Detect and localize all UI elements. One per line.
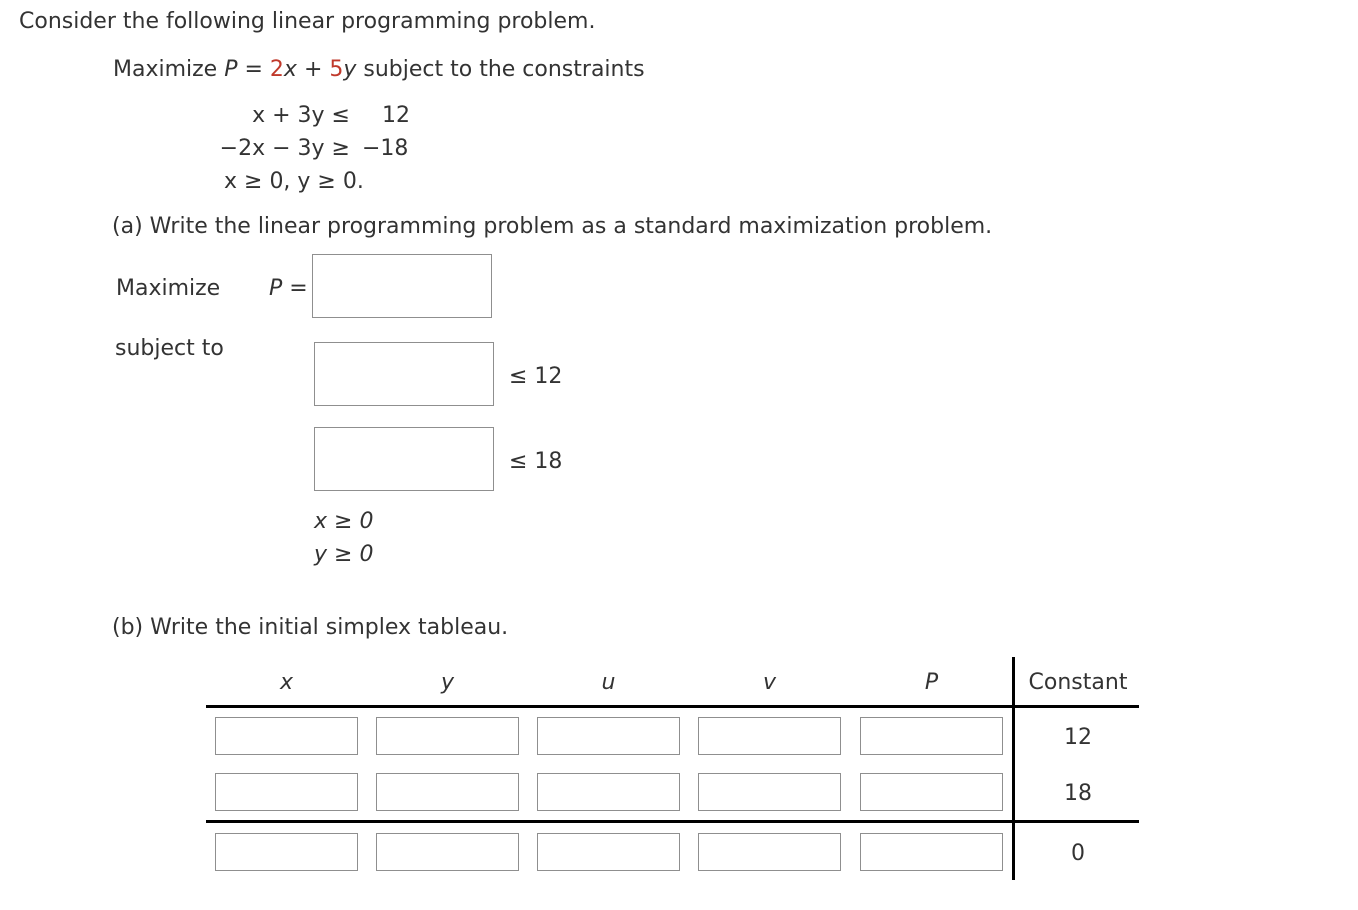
constraint-2-rhs: −18 xyxy=(362,136,409,161)
constraint-1-bound: ≤ 12 xyxy=(509,364,563,389)
constraint-2-bound: ≤ 18 xyxy=(509,449,563,474)
tableau-cell[interactable] xyxy=(698,773,841,811)
objective-coef-y: 5 xyxy=(329,57,344,82)
tableau-cell[interactable] xyxy=(860,833,1003,871)
tableau-header-p: P xyxy=(924,670,939,695)
tableau-cell[interactable] xyxy=(215,717,358,755)
tableau-constant-row-1: 12 xyxy=(1064,725,1092,750)
subject-to-label: subject to xyxy=(115,336,224,361)
nonneg-x: x ≥ 0 xyxy=(314,509,374,534)
objective-prefix: Maximize xyxy=(113,57,225,82)
constraint-1-input[interactable] xyxy=(314,342,494,406)
objective-statement xyxy=(113,59,645,81)
objective-var-x: x xyxy=(283,57,297,82)
tableau-cell[interactable] xyxy=(215,833,358,871)
tableau-cell[interactable] xyxy=(215,773,358,811)
objective-coef-x: 2 xyxy=(269,57,284,82)
tableau-header-u: u xyxy=(601,670,616,695)
tableau-constant-divider xyxy=(1012,657,1015,880)
tableau-cell[interactable] xyxy=(860,773,1003,811)
p-equals-label: P = xyxy=(269,276,308,301)
tableau-cell[interactable] xyxy=(698,717,841,755)
part-b-title: (b) Write the initial simplex tableau. xyxy=(112,615,509,640)
tableau-constant-row-3: 0 xyxy=(1071,841,1085,866)
nonneg-y: y ≥ 0 xyxy=(314,542,374,567)
tableau-header-rule xyxy=(206,705,1139,708)
tableau-header-constant: Constant xyxy=(1028,670,1128,695)
constraint-2-lhs: −2x − 3y ≥ xyxy=(219,136,350,161)
part-a-title: (a) Write the linear programming problem as a standard maximization problem. xyxy=(112,214,993,239)
maximize-label: Maximize xyxy=(116,276,221,301)
tableau-cell[interactable] xyxy=(860,717,1003,755)
constraint-nonnegativity: x ≥ 0, y ≥ 0. xyxy=(224,169,364,194)
problem-intro: Consider the following linear programming problem. xyxy=(19,9,596,34)
tableau-cell[interactable] xyxy=(376,717,519,755)
objective-function-input[interactable] xyxy=(312,254,492,318)
constraint-2-input[interactable] xyxy=(314,427,494,491)
constraint-1-lhs: x + 3y ≤ xyxy=(252,103,350,128)
objective-equals: = xyxy=(237,57,270,82)
tableau-constant-row-2: 18 xyxy=(1064,781,1092,806)
tableau-cell[interactable] xyxy=(698,833,841,871)
tableau-cell[interactable] xyxy=(537,717,680,755)
objective-suffix: subject to the constraints xyxy=(356,57,645,82)
tableau-cell[interactable] xyxy=(537,773,680,811)
objective-variable: P xyxy=(224,57,238,82)
tableau-header-v: v xyxy=(762,670,777,695)
objective-var-y: y xyxy=(343,57,357,82)
tableau-cell[interactable] xyxy=(537,833,680,871)
tableau-objective-rule xyxy=(206,820,1139,823)
tableau-header-x: x xyxy=(279,670,294,695)
tableau-header-y: y xyxy=(440,670,455,695)
tableau-cell[interactable] xyxy=(376,773,519,811)
tableau-cell[interactable] xyxy=(376,833,519,871)
constraint-1-rhs: 12 xyxy=(382,103,410,128)
objective-plus: + xyxy=(296,57,330,82)
